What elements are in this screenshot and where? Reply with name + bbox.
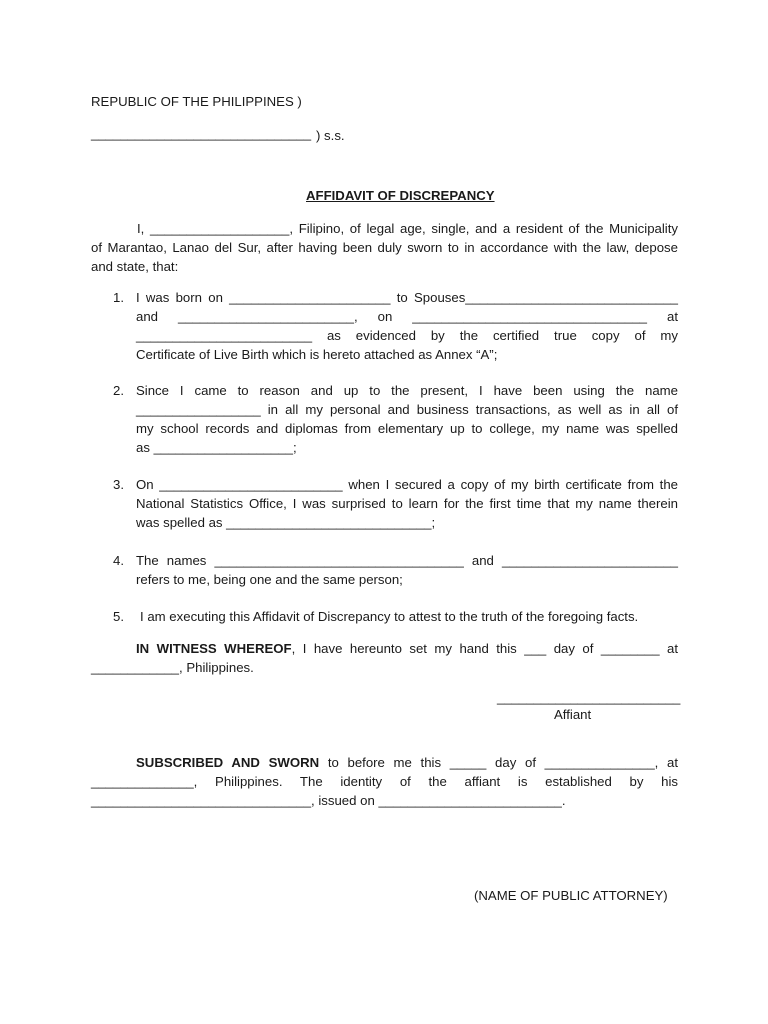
item-line: Certificate of Live Birth which is hereto attached as Annex “A”; <box>136 347 498 362</box>
document-title: AFFIDAVIT OF DISCREPANCY <box>306 188 495 203</box>
item-line: I am executing this Affidavit of Discrepancy to attest to the truth of the foregoing facts. <box>140 609 639 624</box>
intro-paragraph <box>91 219 678 276</box>
affiant-signature-line: _________________________ <box>497 690 681 705</box>
ss-line: ) s.s. <box>316 128 345 143</box>
item-line: was spelled as ____________________________; <box>136 515 436 530</box>
item-line: my school records and diplomas from elementary up to college, my name was spelled <box>136 421 678 436</box>
subscribed-bold: SUBSCRIBED AND SWORN <box>136 755 320 770</box>
witness-line: ____________, Philippines. <box>91 660 254 675</box>
intro-line: of Marantao, Lanao del Sur, after having been duly sworn to in accordance with the law, depose <box>91 240 678 255</box>
witness-line <box>91 639 678 658</box>
subscribed-rest: to before me this _____ day of _______________, at <box>319 755 678 770</box>
list-item <box>136 381 678 457</box>
item-line: The names __________________________________ and ________________________ <box>136 553 678 568</box>
list-item <box>136 288 678 364</box>
item-line: as ___________________; <box>136 440 297 455</box>
intro-line: and state, that: <box>91 259 179 274</box>
list-item <box>140 607 680 626</box>
subscribed-line: ______________, Philippines. The identity of the affiant is established by his <box>91 774 678 789</box>
subscribed-line <box>91 753 678 772</box>
venue-blank-line: ______________________________ <box>91 126 312 141</box>
intro-line: I, ___________________, Filipino, of legal age, single, and a resident of the Municipality <box>137 221 678 236</box>
public-attorney-name: (NAME OF PUBLIC ATTORNEY) <box>474 888 668 903</box>
item-line: I was born on ______________________ to Spouses_____________________________ <box>136 290 678 305</box>
republic-line: REPUBLIC OF THE PHILIPPINES ) <box>91 94 302 109</box>
affiant-label: Affiant <box>554 707 592 722</box>
witness-paragraph <box>91 639 678 677</box>
item-line: _________________ in all my personal and business transactions, as well as in all of <box>136 402 678 417</box>
item-line: National Statistics Office, I was surprised to learn for the first time that my name therein <box>136 496 678 511</box>
subscribed-line: ______________________________, issued on _________________________. <box>91 793 566 808</box>
item-number: 1. <box>113 290 124 305</box>
list-item <box>136 475 678 532</box>
subscribed-paragraph <box>91 753 678 810</box>
item-number: 3. <box>113 477 124 492</box>
item-line: Since I came to reason and up to the present, I have been using the name <box>136 383 678 398</box>
witness-rest: , I have hereunto set my hand this ___ day of ________ at <box>291 641 678 656</box>
item-number: 5. <box>113 609 124 624</box>
item-number: 4. <box>113 553 124 568</box>
item-line: refers to me, being one and the same person; <box>136 572 403 587</box>
item-line: and ________________________, on ________________________________ at <box>136 309 678 324</box>
item-number: 2. <box>113 383 124 398</box>
item-line: ________________________ as evidenced by the certified true copy of my <box>136 328 678 343</box>
list-item <box>136 551 678 589</box>
witness-bold: IN WITNESS WHEREOF <box>136 641 292 656</box>
item-line: On _________________________ when I secured a copy of my birth certificate from the <box>136 477 678 492</box>
